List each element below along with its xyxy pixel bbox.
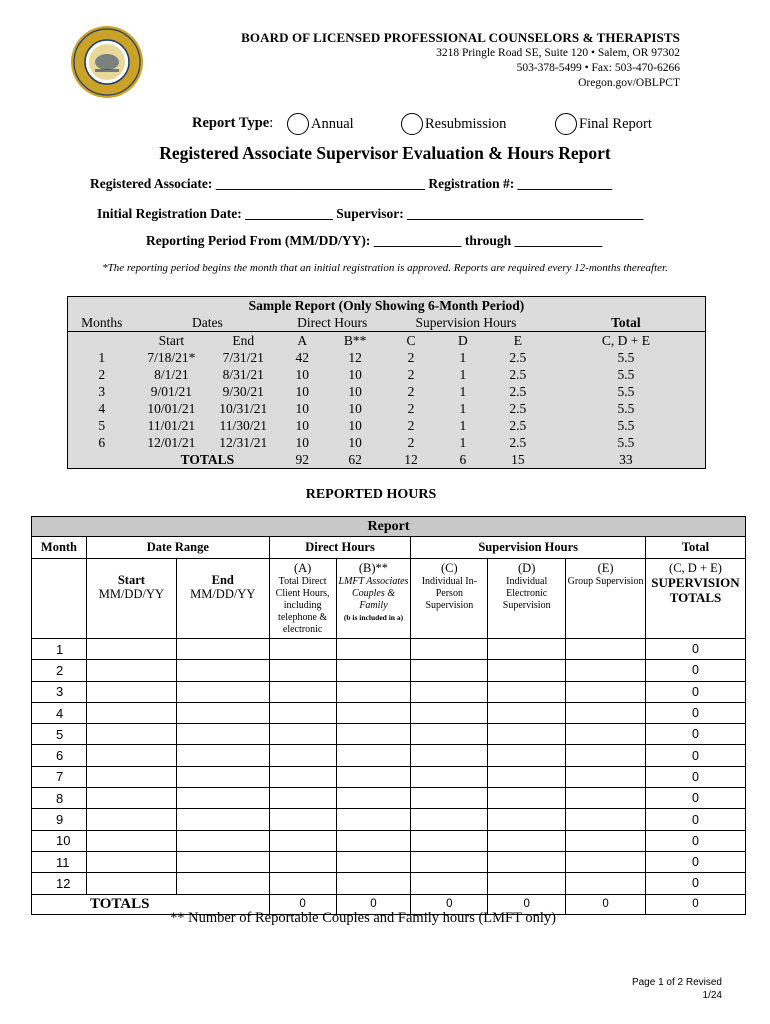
end-date-input[interactable] [176,724,269,745]
individual-supervision-c-input[interactable] [411,702,488,723]
couples-hours-b-input[interactable] [336,873,411,894]
end-date-input[interactable] [176,873,269,894]
org-address: 3218 Pringle Road SE, Suite 120 • Salem, OR 97302 [436,47,680,59]
sample-cell: 2.5 [509,401,527,416]
direct-hours-a-input[interactable] [269,809,336,830]
sample-cell: 3 [98,384,106,399]
sample-row [68,434,706,451]
row-supervision-total: 0 [645,830,745,851]
end-date-input[interactable] [176,745,269,766]
group-supervision-e-input[interactable] [566,873,646,894]
electronic-supervision-d-input[interactable] [488,639,566,660]
sample-sub-end: End [232,333,255,348]
row-supervision-total: 0 [645,681,745,702]
start-date-input[interactable] [86,788,176,809]
table-row [32,745,746,766]
radio-final-report[interactable]: Final Report [555,113,652,135]
sample-cell: 2 [407,367,415,382]
couples-hours-b-input[interactable] [336,788,411,809]
sample-totals-label: TOTALS [180,452,235,467]
table-row [32,702,746,723]
sample-cell: 10/01/21 [147,401,196,416]
row-supervision-total: 0 [645,851,745,872]
electronic-supervision-d-input[interactable] [488,809,566,830]
sample-sub-b: B** [343,333,367,348]
col-direct-hours: Direct Hours [269,537,411,559]
sample-sub-e: E [513,333,522,348]
sample-cell: 1 [459,435,467,450]
sample-cell: 5.5 [617,367,635,382]
direct-hours-a-input[interactable] [269,788,336,809]
sample-cell: 10/31/21 [219,401,268,416]
electronic-supervision-d-input[interactable] [488,745,566,766]
start-date-input[interactable] [86,830,176,851]
form-title: Registered Associate Supervisor Evaluation & Hours Report [159,143,611,163]
month-number: 3 [32,681,87,702]
radio-annual[interactable]: Annual [287,113,354,135]
row-supervision-total: 0 [645,702,745,723]
individual-supervision-c-input[interactable] [411,788,488,809]
individual-supervision-c-input[interactable] [411,766,488,787]
couples-hours-b-input[interactable] [336,702,411,723]
row-supervision-total: 0 [645,660,745,681]
col-total-desc: (C, D + E) SUPERVISION TOTALS [645,559,745,639]
direct-hours-a-input[interactable] [269,660,336,681]
sample-total-c: 12 [404,452,418,467]
reporting-period-note: *The reporting period begins the month that an initial registration is approved. Reports are required every 12-months thereafter. [102,262,668,274]
group-supervision-e-input[interactable] [566,724,646,745]
sample-sub-c: C [406,333,416,348]
total-all: 0 [645,894,745,914]
direct-hours-a-input[interactable] [269,851,336,872]
end-date-input[interactable] [176,851,269,872]
sample-cell: 2 [407,418,415,433]
individual-supervision-c-input[interactable] [411,745,488,766]
start-date-input[interactable] [86,809,176,830]
col-total: Total [645,537,745,559]
end-date-input[interactable] [176,809,269,830]
row-supervision-total: 0 [645,639,745,660]
direct-hours-a-input[interactable] [269,830,336,851]
individual-supervision-c-input[interactable] [411,724,488,745]
col-date-range: Date Range [86,537,269,559]
reported-hours-table [31,516,746,915]
sample-cell: 5 [98,418,106,433]
sample-cell: 12/31/21 [219,435,268,450]
col-a-desc: (A) Total Direct Client Hours, including telephone & electronic [269,559,336,639]
org-name: BOARD OF LICENSED PROFESSIONAL COUNSELORS & THERAPISTS [241,30,680,45]
couples-hours-b-input[interactable] [336,745,411,766]
month-number: 6 [32,745,87,766]
electronic-supervision-d-input[interactable] [488,702,566,723]
sample-header-dates: Dates [135,314,279,332]
col-month: Month [32,537,87,559]
month-number: 7 [32,766,87,787]
sample-header-supervision: Supervision Hours [385,314,547,332]
electronic-supervision-d-input[interactable] [488,681,566,702]
individual-supervision-c-input[interactable] [411,809,488,830]
start-date-input[interactable] [86,766,176,787]
table-row [32,660,746,681]
sample-cell: 1 [459,367,467,382]
sample-cell: 1 [459,401,467,416]
sample-title: Sample Report (Only Showing 6-Month Period) [248,298,525,313]
month-number: 11 [32,851,87,872]
radio-circle-icon[interactable] [555,113,577,135]
start-date-input[interactable] [86,681,176,702]
end-date-input[interactable] [176,660,269,681]
sample-cell: 11/01/21 [147,418,196,433]
electronic-supervision-d-input[interactable] [488,788,566,809]
table-row [32,788,746,809]
organization-header [241,30,680,91]
end-label: End MM/DD/YY [176,559,269,639]
sample-cell: 11/30/21 [219,418,268,433]
sample-cell: 5.5 [617,418,635,433]
sample-cell: 42 [295,350,309,365]
end-date-input[interactable] [176,788,269,809]
direct-hours-a-input[interactable] [269,639,336,660]
sample-cell: 2.5 [509,418,527,433]
couples-hours-b-input[interactable] [336,809,411,830]
end-date-input[interactable] [176,639,269,660]
electronic-supervision-d-input[interactable] [488,660,566,681]
sample-cell: 6 [98,435,106,450]
group-supervision-e-input[interactable] [566,702,646,723]
electronic-supervision-d-input[interactable] [488,724,566,745]
start-date-input[interactable] [86,702,176,723]
sample-cell: 2 [407,384,415,399]
page-info [632,976,722,1002]
group-supervision-e-input[interactable] [566,681,646,702]
group-supervision-e-input[interactable] [566,660,646,681]
sample-cell: 2.5 [509,367,527,382]
reported-hours-heading: REPORTED HOURS [305,487,437,502]
start-date-input[interactable] [86,745,176,766]
sample-cell: 9/30/21 [222,384,264,399]
electronic-supervision-d-input[interactable] [488,766,566,787]
row-supervision-total: 0 [645,724,745,745]
start-date-input[interactable] [86,873,176,894]
footnote: ** Number of Reportable Couples and Family hours (LMFT only) [170,910,556,926]
sample-sub-start: Start [158,333,185,348]
table-row [32,724,746,745]
group-supervision-e-input[interactable] [566,639,646,660]
sample-header-months: Months [68,314,136,332]
report-type-label: Report Type: [192,115,274,131]
sample-cell: 1 [98,350,106,365]
start-label: Start MM/DD/YY [86,559,176,639]
total-d: 0 [488,894,566,914]
start-date-input[interactable] [86,660,176,681]
col-c-desc: (C) Individual In-Person Supervision [411,559,488,639]
sample-total-b: 62 [348,452,362,467]
direct-hours-a-input[interactable] [269,702,336,723]
total-e: 0 [566,894,646,914]
direct-hours-a-input[interactable] [269,766,336,787]
report-header: Report [32,517,746,537]
couples-hours-b-input[interactable] [336,766,411,787]
sample-cell: 10 [295,384,309,399]
month-number: 10 [32,830,87,851]
sample-cell: 10 [348,401,362,416]
end-date-input[interactable] [176,702,269,723]
table-row [32,766,746,787]
associate-registration-line[interactable]: Registered Associate: _______________________________ Registration #: ______________ [90,176,613,191]
table-row [32,851,746,872]
sample-cell: 5.5 [617,435,635,450]
sample-cell: 8/31/21 [222,367,264,382]
sample-cell: 10 [295,401,309,416]
sample-header-direct: Direct Hours [279,314,385,332]
sample-total-d: 6 [459,452,467,467]
sample-row [68,417,706,434]
sample-sub-a: A [297,333,308,348]
start-date-input[interactable] [86,851,176,872]
sample-cell: 10 [348,435,362,450]
direct-hours-a-input[interactable] [269,724,336,745]
revision-date: 1/24 [702,990,722,1001]
sample-cell: 2.5 [509,384,527,399]
sample-row [68,366,706,383]
radio-circle-icon[interactable] [401,113,423,135]
sample-cell: 4 [98,401,106,416]
group-supervision-e-input[interactable] [566,809,646,830]
sample-sub-d: D [458,333,468,348]
month-number: 1 [32,639,87,660]
sample-cell: 10 [295,435,309,450]
sample-cell: 8/1/21 [154,367,189,382]
group-supervision-e-input[interactable] [566,788,646,809]
sample-cell: 12/01/21 [147,435,196,450]
end-date-input[interactable] [176,766,269,787]
group-supervision-e-input[interactable] [566,851,646,872]
total-a: 0 [269,894,336,914]
sample-cell: 2.5 [509,435,527,450]
col-d-desc: (D) Individual Electronic Supervision [488,559,566,639]
table-row [32,809,746,830]
sample-cell: 1 [459,418,467,433]
sample-cell: 2.5 [509,350,527,365]
individual-supervision-c-input[interactable] [411,873,488,894]
row-supervision-total: 0 [645,788,745,809]
direct-hours-a-input[interactable] [269,681,336,702]
sample-cell: 5.5 [617,384,635,399]
table-row [32,873,746,894]
sample-cell: 10 [295,418,309,433]
end-date-input[interactable] [176,830,269,851]
sample-total-a: 92 [295,452,309,467]
month-number: 2 [32,660,87,681]
electronic-supervision-d-input[interactable] [488,851,566,872]
sample-report-table [67,296,706,469]
row-supervision-total: 0 [645,873,745,894]
sample-cell: 7/18/21* [147,350,196,365]
row-supervision-total: 0 [645,809,745,830]
direct-hours-a-input[interactable] [269,745,336,766]
month-number: 5 [32,724,87,745]
sample-row [68,383,706,400]
sample-cell: 5.5 [617,350,635,365]
reporting-period-line[interactable]: Reporting Period From (MM/DD/YY): _____________ through _____________ [146,233,603,248]
end-date-input[interactable] [176,681,269,702]
radio-circle-icon[interactable] [287,113,309,135]
couples-hours-b-input[interactable] [336,660,411,681]
sample-row [68,400,706,417]
page-number: Page 1 of 2 Revised [631,977,722,988]
start-date-input[interactable] [86,724,176,745]
total-c: 0 [411,894,488,914]
individual-supervision-c-input[interactable] [411,830,488,851]
sample-cell: 10 [348,384,362,399]
table-row [32,830,746,851]
sample-cell: 10 [348,418,362,433]
sample-cell: 9/01/21 [150,384,193,399]
sample-header-total: Total [547,314,706,332]
individual-supervision-c-input[interactable] [411,639,488,660]
col-b-desc: (B)** LMFT Associates Couples & Family (b is included in a) [336,559,411,639]
sample-cell: 10 [348,367,362,382]
row-supervision-total: 0 [645,745,745,766]
radio-resubmission[interactable]: Resubmission [401,113,506,135]
sample-total-e: 15 [511,452,525,467]
org-phone: 503-378-5499 • Fax: 503-470-6266 [516,62,680,74]
electronic-supervision-d-input[interactable] [488,873,566,894]
sample-total-all: 33 [619,452,633,467]
electronic-supervision-d-input[interactable] [488,830,566,851]
table-row [32,681,746,702]
sample-cell: 2 [407,350,415,365]
month-number: 12 [32,873,87,894]
group-supervision-e-input[interactable] [566,745,646,766]
month-number: 8 [32,788,87,809]
registration-date-supervisor-line[interactable]: Initial Registration Date: _____________ Supervisor: ___________________________________ [97,206,644,221]
couples-hours-b-input[interactable] [336,639,411,660]
sample-cell: 7/31/21 [222,350,264,365]
sample-cell: 5.5 [617,401,635,416]
individual-supervision-c-input[interactable] [411,660,488,681]
totals-label: TOTALS [32,894,270,914]
individual-supervision-c-input[interactable] [411,681,488,702]
individual-supervision-c-input[interactable] [411,851,488,872]
sample-sub-total: C, D + E [601,333,650,348]
sample-cell: 1 [459,384,467,399]
table-row [32,639,746,660]
col-e-desc: (E) Group Supervision [566,559,646,639]
sample-cell: 12 [348,350,362,365]
group-supervision-e-input[interactable] [566,830,646,851]
couples-hours-b-input[interactable] [336,724,411,745]
sample-cell: 2 [98,367,106,382]
total-b: 0 [336,894,411,914]
sample-cell: 2 [407,401,415,416]
couples-hours-b-input[interactable] [336,851,411,872]
couples-hours-b-input[interactable] [336,830,411,851]
month-number: 4 [32,702,87,723]
sample-row [68,349,706,366]
couples-hours-b-input[interactable] [336,681,411,702]
month-number: 9 [32,809,87,830]
state-seal-logo [70,25,144,99]
row-supervision-total: 0 [645,766,745,787]
sample-cell: 10 [295,367,309,382]
group-supervision-e-input[interactable] [566,766,646,787]
direct-hours-a-input[interactable] [269,873,336,894]
org-website: Oregon.gov/OBLPCT [578,77,680,89]
start-date-input[interactable] [86,639,176,660]
col-supervision-hours: Supervision Hours [411,537,646,559]
sample-cell: 1 [459,350,467,365]
sample-cell: 2 [407,435,415,450]
